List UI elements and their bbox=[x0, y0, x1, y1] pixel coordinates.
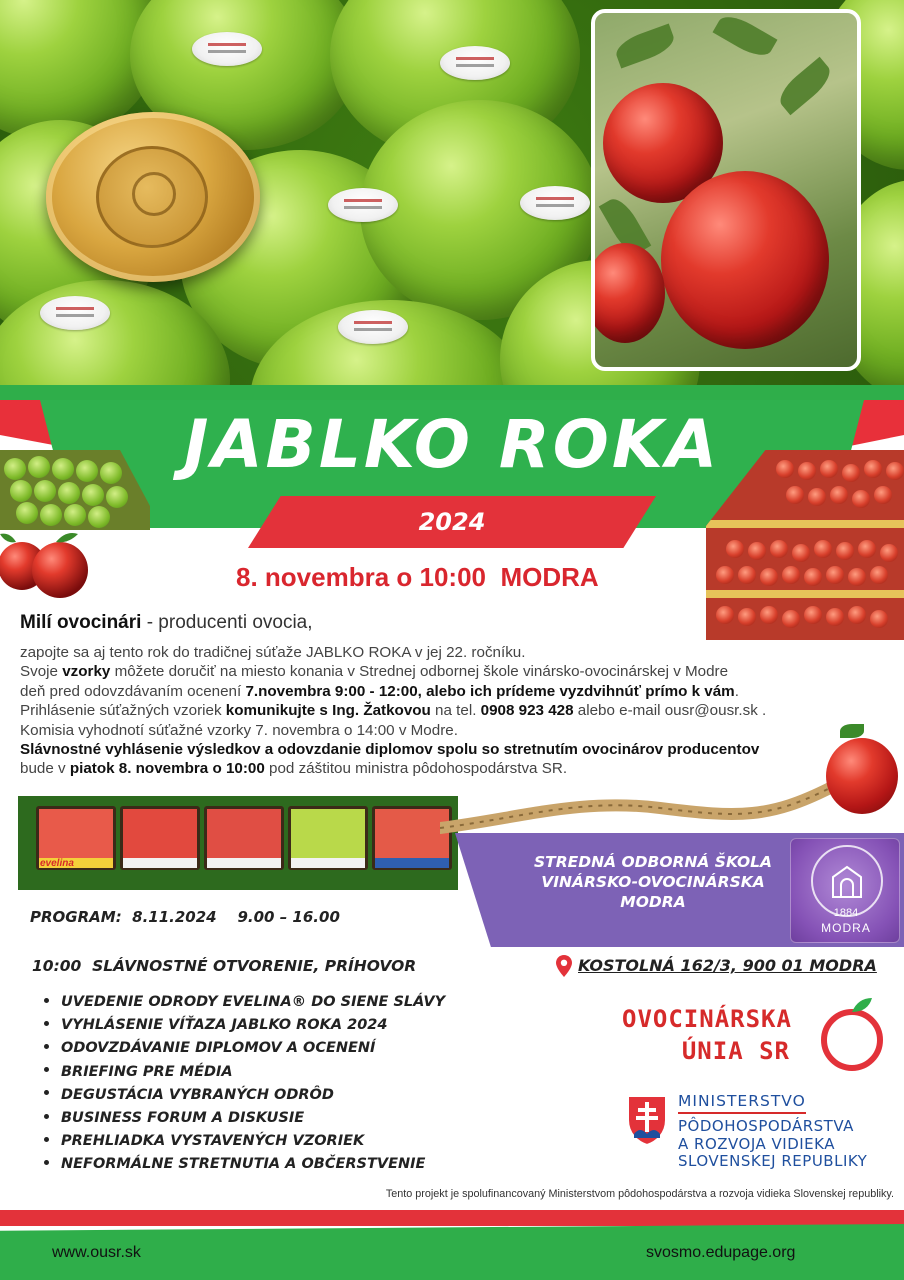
program-item: BUSINESS FORUM A DISKUSIE bbox=[44, 1107, 445, 1130]
program-item: PREHLIADKA VYSTAVENÝCH VZORIEK bbox=[44, 1130, 445, 1153]
apple-sticker bbox=[338, 310, 408, 344]
bullet-icon bbox=[44, 1160, 49, 1165]
union-apple-logo bbox=[800, 996, 898, 1076]
evelina-brand-label: evelina bbox=[40, 858, 74, 869]
two-red-apples-image bbox=[0, 520, 100, 600]
program-item: DEGUSTÁCIA VYBRANÝCH ODRÔD bbox=[44, 1084, 445, 1107]
union-medal-image bbox=[46, 112, 260, 282]
hero-photo bbox=[0, 0, 904, 400]
bullet-icon bbox=[44, 1137, 49, 1142]
event-date-place: 8. novembra o 10:00 MODRA bbox=[236, 562, 599, 592]
bullet-icon bbox=[44, 998, 49, 1003]
invitation-line: Prihlásenie súťažných vzoriek komunikujte s Ing. Žatkovou na tel. 0908 923 428 alebo e-mail ousr@ousr.sk . bbox=[20, 702, 767, 720]
invitation-line: Slávnostné vyhlásenie výsledkov a odovzdanie diplomov spolu so stretnutím ovocinárov producentov bbox=[20, 741, 760, 759]
medal-apple-icon bbox=[132, 172, 176, 216]
school-name-line: VINÁRSKO-OVOCINÁRSKA bbox=[541, 873, 765, 891]
apple-sticker bbox=[192, 32, 262, 66]
program-opening: 10:00 SLÁVNOSTNÉ OTVORENIE, PRÍHOVOR bbox=[32, 957, 417, 975]
gate-icon bbox=[827, 861, 867, 901]
address-text: KOSTOLNÁ 162/3, 900 01 MODRA bbox=[578, 956, 877, 975]
invitation-line: Komisia vyhodnotí súťažné vzorky 7. novembra o 14:00 v Modre. bbox=[20, 721, 458, 739]
rope-image bbox=[440, 778, 840, 838]
leaf-image bbox=[774, 57, 837, 115]
leaf-image bbox=[612, 24, 677, 69]
location-pin-icon bbox=[556, 955, 572, 977]
slovak-coat-of-arms-icon bbox=[626, 1094, 668, 1146]
bullet-icon bbox=[44, 1114, 49, 1119]
program-header: PROGRAM: 8.11.2024 9.00 – 16.00 bbox=[30, 908, 340, 926]
union-logo-text: OVOCINÁRSKA ÚNIA SR bbox=[622, 1005, 792, 1065]
school-name bbox=[508, 852, 798, 912]
school-name-line: MODRA bbox=[620, 893, 686, 911]
program-item: ODOVZDÁVANIE DIPLOMOV A OCENENÍ bbox=[44, 1037, 445, 1060]
footer-link-edupage[interactable]: svosmo.edupage.org bbox=[646, 1244, 796, 1261]
funding-note: Tento projekt je spolufinancovaný Ministerstvom pôdohospodárstva a rozvoja vidieka Slovenskej republiky. bbox=[385, 1188, 894, 1200]
greeting bbox=[20, 612, 313, 634]
footer-red-strip bbox=[0, 1210, 904, 1226]
footer-link-ousr[interactable]: www.ousr.sk bbox=[52, 1244, 141, 1261]
bullet-icon bbox=[44, 1090, 49, 1095]
school-logo bbox=[790, 838, 900, 943]
school-logo-name: MODRA bbox=[821, 921, 871, 935]
program-list bbox=[44, 991, 445, 1177]
invitation-line: zapojte sa aj tento rok do tradičnej súťaže JABLKO ROKA v jej 22. ročníku. bbox=[20, 644, 526, 661]
red-apple-image bbox=[591, 243, 665, 343]
apple-sticker bbox=[40, 296, 110, 330]
apple-box bbox=[204, 806, 284, 870]
bullet-icon bbox=[44, 1021, 49, 1026]
bullet-icon bbox=[44, 1067, 49, 1072]
greeting-bold: Milí ovocinári bbox=[20, 612, 142, 633]
red-apple-image bbox=[826, 738, 898, 814]
program-item: VYHLÁSENIE VÍŤAZA JABLKO ROKA 2024 bbox=[44, 1014, 445, 1037]
apple-sticker bbox=[440, 46, 510, 80]
apple-boxes-image bbox=[18, 796, 458, 890]
year-label: 2024 bbox=[418, 508, 486, 536]
leaf-image bbox=[713, 10, 778, 63]
greeting-rest: - producenti ovocia, bbox=[141, 612, 313, 633]
apple-sticker bbox=[520, 186, 590, 220]
invitation-line: Svoje vzorky môžete doručiť na miesto konania v Strednej odbornej škole vinársko-ovocinárskej v Modre bbox=[20, 663, 729, 681]
red-apples-photo bbox=[591, 9, 861, 371]
apple-sticker bbox=[328, 188, 398, 222]
invitation-line: bude v piatok 8. novembra o 10:00 pod záštitou ministra pôdohospodárstva SR. bbox=[20, 760, 568, 778]
ministry-title: MINISTERSTVO bbox=[678, 1092, 806, 1114]
program-item: NEFORMÁLNE STRETNUTIA A OBČERSTVENIE bbox=[44, 1153, 445, 1176]
invitation-line: deň pred odovzdávaním ocenení 7.novembra 9:00 - 12:00, alebo ich prídeme vyzdvihnúť prímo k vám. bbox=[20, 682, 739, 700]
bullet-icon bbox=[44, 1044, 49, 1049]
invitation-text bbox=[20, 643, 890, 779]
school-logo-year: 1884 bbox=[833, 907, 859, 919]
page-title: JABLKO ROKA bbox=[183, 406, 721, 483]
program-item: BRIEFING PRE MÉDIA bbox=[44, 1061, 445, 1084]
school-name-line: STREDNÁ ODBORNÁ ŠKOLA bbox=[533, 853, 773, 871]
red-apple-image bbox=[661, 171, 829, 349]
program-item: UVEDENIE ODRODY EVELINA® DO SIENE SLÁVY bbox=[44, 991, 445, 1014]
apple-box bbox=[288, 806, 368, 870]
apple-box bbox=[120, 806, 200, 870]
ministry-name: PÔDOHOSPODÁRSTVA A ROZVOJA VIDIEKA SLOVENSKEJ REPUBLIKY bbox=[678, 1117, 868, 1170]
